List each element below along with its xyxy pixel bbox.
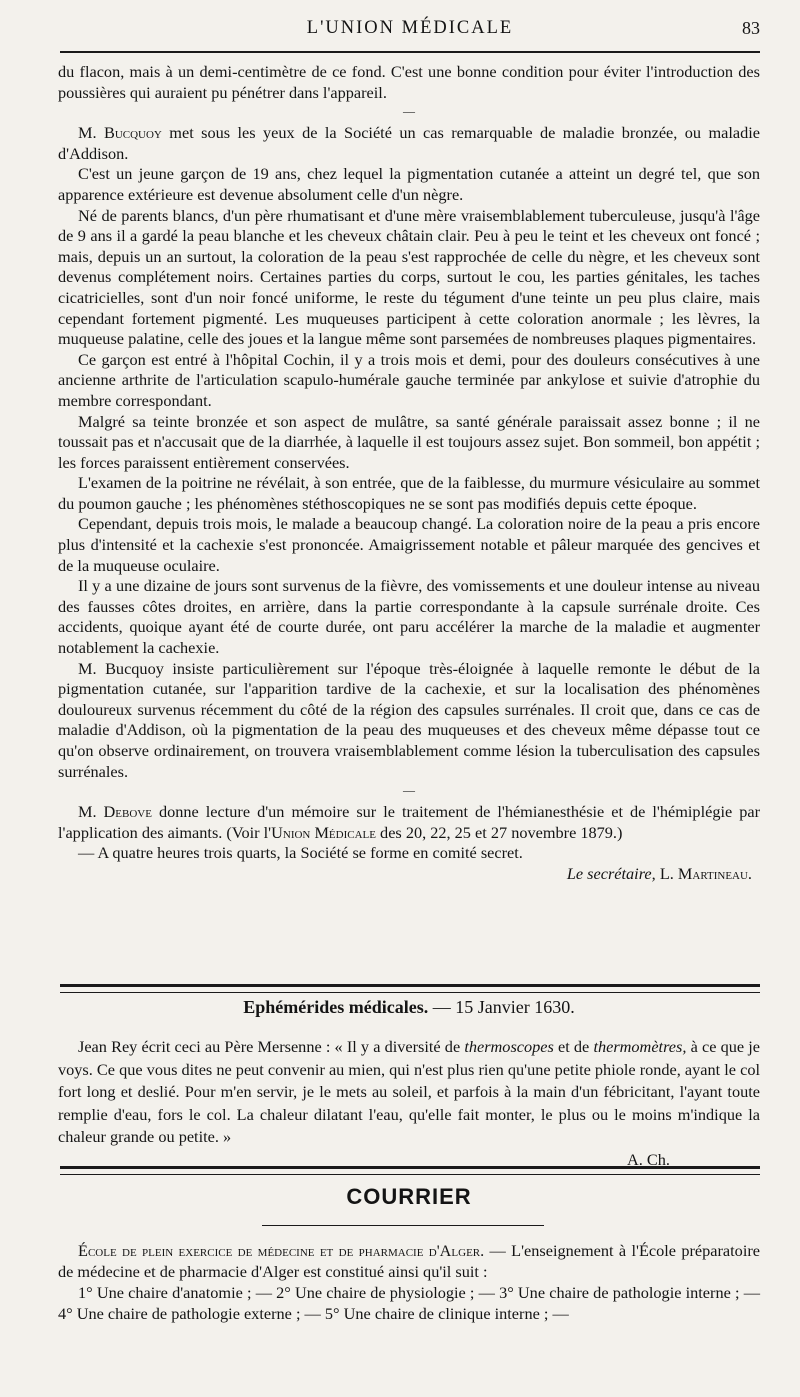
paragraph — [58, 123, 760, 164]
paragraph: Ce garçon est entré à l'hôpital Cochin, il y a trois mois et demi, pour des douleurs consécutives à une ancienne arthrite de l'articulation scapulo-humérale gauche terminée par ankylose et suivie d'atrophie du membre correspondant. — [58, 349, 760, 410]
signature-role: Le secrétaire, — [566, 863, 656, 883]
courrier-title: COURRIER — [346, 1184, 472, 1209]
italic-term: thermomètres, — [593, 1037, 687, 1056]
courrier-rule — [262, 1225, 544, 1226]
paragraph: Il y a une dizaine de jours sont survenus de la fièvre, des vomissements et une douleur intense au niveau des fausses côtes droites, en arrière, dans la partie correspondante à la capsule surrénale droite. Ces accidents, quoique ayant été de courte durée, ont paru accélérer la marche de la maladie et augmenter notablement la cachexie. — [58, 576, 760, 658]
paragraph: — A quatre heures trois quarts, la Société se forme en comité secret. — [78, 843, 523, 863]
paragraph: M. Bucquoy insiste particulièrement sur l'époque très-éloignée à laquelle remonte le début de la pigmentation cutanée, sur l'apparition tardive de la cachexie, et sur la localisation des phénomènes douloureux survenus récemment du côté de la région des capsules surrénales. Il croit que, dans ce cas de maladie d'Addison, où la pigmentation de la peau des muqueuses et des cheveux même dépasse tout ce qu'on observe ordinairement, on trouvera vraisemblablement comme lésion la tuberculisation des capsules surrénales. — [58, 658, 760, 781]
paragraph-text: donne lecture d'un mémoire sur le traitement de l'hémianesthésie et de l'hémiplégie par l'application des aimants. (Voir l' — [58, 802, 761, 842]
separator: — — [403, 104, 415, 119]
signature — [58, 864, 752, 885]
paragraph: C'est un jeune garçon de 19 ans, chez lequel la pigmentation cutanée a atteint un degré tel, que son apparence extérieure est devenue absolument celle d'un nègre. — [58, 164, 760, 204]
paragraph-text: — L'enseignement à l'École préparatoire de médecine et de pharmacie d'Alger est constitué ainsi qu'il suit : — [58, 1241, 760, 1281]
italic-term: thermoscopes — [464, 1037, 554, 1056]
courrier-body — [58, 1240, 760, 1324]
paragraph: 1° Une chaire d'anatomie ; — 2° Une chaire de physiologie ; — 3° Une chaire de pathologie interne ; — 4° Une chaire de pathologie externe ; — 5° Une chaire de clinique interne ; — — [58, 1283, 760, 1323]
paragraph — [58, 1240, 760, 1282]
speaker-name: M. Bucquoy — [78, 123, 162, 143]
ephemerides-body — [58, 1036, 760, 1171]
paragraph: du flacon, mais à un demi-centimètre de ce fond. C'est une bonne condition pour éviter l'introduction des poussières qui auraient pu pénétrer dans l'appareil. — [58, 62, 760, 102]
paragraph-text: met sous les yeux de la Société un cas remarquable de maladie bronzée, ou maladie d'Addison. — [58, 123, 760, 163]
ephemerides-title — [58, 997, 760, 1018]
paragraph-text: et de — [553, 1037, 594, 1056]
section-rule — [60, 1166, 760, 1175]
signature-name: L. Martineau. — [659, 863, 752, 883]
journal-reference: Union Médicale — [271, 822, 376, 842]
school-heading: École de plein exercice de médecine et de pharmacie d'Alger. — [78, 1241, 485, 1260]
paragraph: Malgré sa teinte bronzée et son aspect de mulâtre, sa santé générale paraissait assez bonne ; il ne toussait pas et n'accusait que de la diarrhée, à laquelle il est toujours assez sujet. Bon sommeil, bon appétit ; les forces paraissent entièrement conservées. — [58, 411, 760, 472]
page-number: 83 — [742, 18, 760, 38]
paragraph-text: à ce que je voys. Ce que vous dites ne peut convenir au mien, qui n'est plus rien qu'une petite phiole ronde, ayant le col fort long et deslié. Pour m'en servir, je le mets au soleil, et parfois à la main d'un fébricitant, l'ayant toute remplie d'eau, fors le col. La chaleur dilatant l'eau, qu'elle fait monter, le plus ou le moins m'indique la chaleur grande ou petite. » — [58, 1037, 760, 1146]
society-report — [58, 62, 760, 885]
paragraph-text: Jean Rey écrit ceci au Père Mersenne : « Il y a diversité de — [78, 1037, 465, 1056]
paragraph: L'examen de la poitrine ne révélait, à son entrée, que de la faiblesse, du murmure vésiculaire au sommet du poumon gauche ; les phénomènes stéthoscopiques ne se sont pas modifiés depuis cette époque. — [58, 473, 760, 513]
paragraph: Né de parents blancs, d'un père rhumatisant et d'une mère vraisemblablement tuberculeuse, jusqu'à l'âge de 9 ans il a gardé la peau blanche et les cheveux châtain clair. Peu à peu le teint et les cheveux ont foncé ; mais, depuis un an surtout, la coloration de la peau s'est rapprochée de celle du nègre, et les cheveux sont devenus complétement noirs. Certaines parties du corps, surtout le cou, les parties génitales, les taches cicatricielles, sont d'un noir foncé uniforme, le reste du tégument d'une teinte un peu plus claire, mais cependant fortement pigmenté. Les muqueuses participent à cette coloration anormale ; les lèvres, la muqueuse palatine, celle des joues et la langue même sont parsemées de nombreuses plaques pigmentaires. — [58, 205, 760, 349]
speaker-name: M. Debove — [78, 802, 152, 822]
paragraph: Cependant, depuis trois mois, le malade a beaucoup changé. La coloration noire de la peau a pris encore plus d'intensité et la cachexie s'est prononcée. Amaigrissement notable et pâleur marquée des gencives et de la muqueuse oculaire. — [58, 514, 760, 575]
section-rule — [60, 984, 760, 993]
paragraph-text: des 20, 22, 25 et 27 novembre 1879.) — [375, 822, 623, 842]
ephemerides-date: — 15 Janvier 1630. — [428, 997, 575, 1017]
author-initials: A. Ch. — [627, 1149, 670, 1169]
paragraph — [58, 1036, 760, 1149]
header-rule — [60, 51, 760, 53]
ephemerides-heading: Ephémérides médicales. — [243, 997, 429, 1017]
journal-title: L'UNION MÉDICALE — [306, 18, 514, 38]
running-header — [60, 18, 760, 44]
paragraph — [58, 802, 760, 843]
separator: — — [403, 783, 415, 798]
